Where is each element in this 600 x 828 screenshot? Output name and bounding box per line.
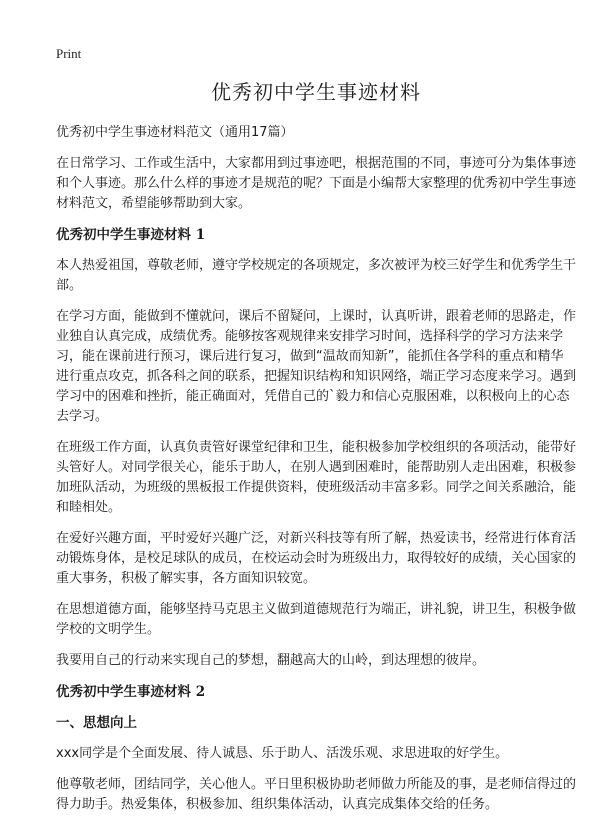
paragraph: 他尊敬老师，团结同学，关心他人。平日里积极协助老师做力所能及的事，是老师信得过的得力助手。热爱集体，积极参加、组织集体活动，认真完成集体交给的任务。 [56, 777, 577, 812]
document-title: 优秀初中学生事迹材料 [211, 80, 421, 104]
print-link[interactable]: Print [56, 46, 82, 61]
document-body [56, 76, 576, 826]
document-subtitle: 优秀初中学生事迹材料范文（通用17篇） [56, 125, 294, 140]
paragraph: 在班级工作方面，认真负责管好课堂纪律和卫生，能积极参加学校组织的各项活动，能带好头管好人。对同学很关心，能乐于助人，在别人遇到困难时，能帮助别人走出困难，积极参加班队活动，为班级的黑板报工作提供资料，使班级活动丰富多彩。同学之间关系融洽，能和睦相处。 [56, 440, 577, 515]
paragraph: 在学习方面，能做到不懂就问，课后不留疑问，上课时，认真听讲，跟着老师的思路走，作业独自认真完成，成绩优秀。能够按客观规律来安排学习时间，选择科学的学习方法来学习，能在课前进行预习，课后进行复习，做到“温故而知新”，能抓住各学科的重点和精华进行重点攻克，抓各科之间的联系，把握知识结构和知识网络，端正学习态度来学习。遇到学习中的困难和挫折，能正确面对，凭借自己的`毅力和信心克服困难，以积极向上的心态去学习。 [56, 309, 577, 424]
paragraph: xxx同学是个全面发展、待人诚恳、乐于助人、活泼乐观、求思进取的好学生。 [56, 746, 509, 761]
paragraph: 我要用自己的行动来实现自己的梦想，翻越高大的山岭，到达理想的彼岸。 [56, 653, 486, 668]
paragraph: 在思想道德方面，能够坚持马克思主义做到道德规范行为端正，讲礼貌，讲卫生，积极争做学校的文明学生。 [56, 602, 577, 637]
section-heading: 优秀初中学生事迹材料 1 [56, 227, 206, 243]
intro-paragraph: 在日常学习、工作或生活中，大家都用到过事迹吧，根据范围的不同，事迹可分为集体事迹和个人事迹。那么什么样的事迹才是规范的呢？下面是小编帮大家整理的优秀初中学生事迹材料范文，希望能够帮助到大家。 [56, 156, 577, 211]
subsection-heading: 一、思想向上 [56, 715, 137, 731]
paragraph: 本人热爱祖国，尊敬老师，遵守学校规定的各项规定，多次被评为校三好学生和优秀学生干部。 [56, 258, 577, 293]
section-heading: 优秀初中学生事迹材料 2 [56, 684, 206, 700]
paragraph: 在爱好兴趣方面，平时爱好兴趣广泛，对新兴科技等有所了解，热爱读书，经常进行体育活动锻炼身体，是校足球队的成员，在校运动会时为班级出力，取得较好的成绩，关心国家的重大事务，积极了解实事，各方面知识较宽。 [56, 531, 577, 586]
